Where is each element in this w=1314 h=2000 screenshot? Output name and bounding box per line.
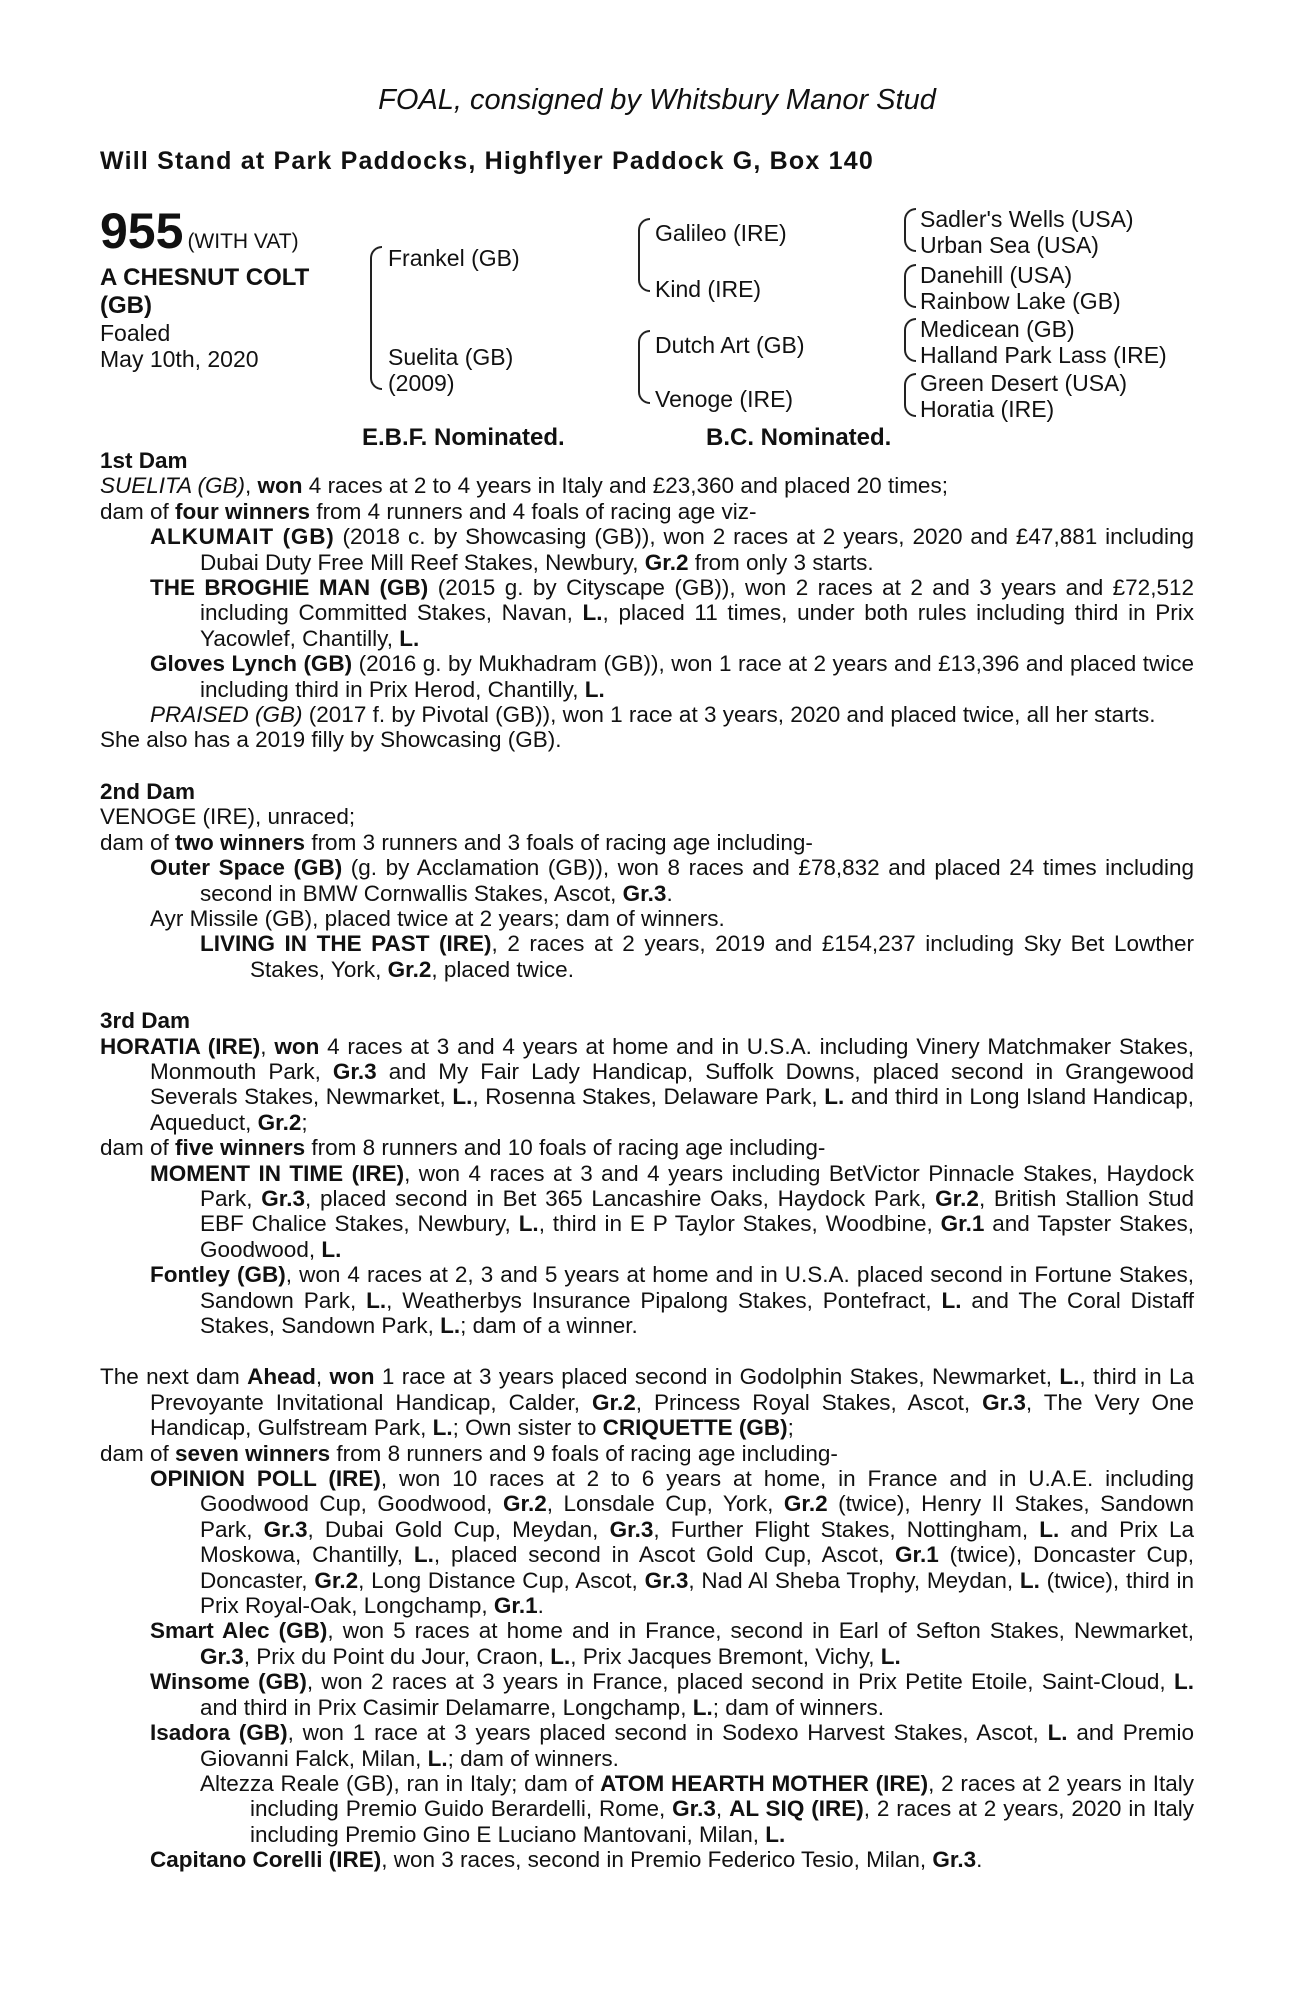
sire-brace [370,246,382,390]
vat-note: (WITH VAT) [187,230,299,253]
dam-dam: Venoge (IRE) [655,386,794,412]
gp-5: Medicean (GB) [920,316,1075,342]
produce-capitano-corelli: Capitano Corelli (IRE), won 3 races, second in Premio Federico Tesio, Milan, Gr.3. [150,1847,983,1873]
produce-outer-space: Outer Space (GB) (g. by Acclamation (GB)), won 8 races and £78,832 and placed 24 times including second in BMW Cornwallis Stakes, Ascot, Gr.3. [150,855,1194,906]
catalogue-body [100,448,1194,1873]
dam-line-brace [638,330,650,404]
dam-year: (2009) [388,370,455,396]
lot-sex: A CHESNUT COLT [100,264,310,291]
produce-fontley: Fontley (GB), won 4 races at 2, 3 and 5 years at home and in U.S.A. placed second in Fortune Stakes, Sandown Park, L., Weatherbys Insurance Pipalong Stakes, Pontefract, L. and The Coral Distaff Stakes, Sandown Park, L.; dam of a winner. [150,1262,1194,1338]
produce-2019-filly: She also has a 2019 filly by Showcasing (GB). [100,727,562,753]
gp-4: Rainbow Lake (GB) [920,288,1121,314]
sire-dam: Kind (IRE) [655,276,762,302]
sire: Frankel (GB) [388,245,520,271]
produce-alkumait: ALKUMAIT (GB) (2018 c. by Showcasing (GB)), won 2 races at 2 years, 2020 and £47,881 including Dubai Duty Free Mill Reef Stakes, Newbury, Gr.2 from only 3 starts. [150,524,1194,575]
gp-7: Green Desert (USA) [920,370,1128,396]
produce-smart-alec: Smart Alec (GB), won 5 races at home and in France, second in Earl of Sefton Stakes, Newmarket, Gr.3, Prix du Point du Jour, Craon, L., Prix Jacques Bremont, Vichy, L. [150,1618,1194,1669]
dam-sire: Dutch Art (GB) [655,332,805,358]
produce-moment-in-time: MOMENT IN TIME (IRE), won 4 races at 3 and 4 years including BetVictor Pinnacle Stakes, Haydock Park, Gr.3, placed second in Bet 365 Lancashire Oaks, Haydock Park, Gr.2, British Stallion Stud EBF Chalice Stakes, Newbury, L., third in E P Taylor Stakes, Woodbine, Gr.1 and Tapster Stakes, Goodwood, L. [150,1160,1194,1262]
second-dam-produce: dam of two winners from 3 runners and 3 foals of racing age including- [100,829,813,855]
third-dam-produce: dam of five winners from 8 runners and 10 foals of racing age including- [100,1135,826,1161]
gp-6: Halland Park Lass (IRE) [920,342,1167,368]
first-dam-intro: SUELITA (GB), won 4 races at 2 to 4 years in Italy and £23,360 and placed 20 times; [100,473,948,499]
foaled-date: May 10th, 2020 [100,346,259,372]
produce-isadora: Isadora (GB), won 1 race at 3 years placed second in Sodexo Harvest Stakes, Ascot, L. and Premio Giovanni Falck, Milan, L.; dam of winners. [150,1720,1194,1771]
ebf-nominated: E.B.F. Nominated. [362,424,565,451]
second-dam-intro: VENOGE (IRE), unraced; [100,804,356,830]
produce-gloves-lynch: Gloves Lynch (GB) (2016 g. by Mukhadram (GB)), won 1 race at 2 years and £13,396 and placed twice including third in Prix Herod, Chantilly, L. [150,651,1194,702]
next-dam-produce: dam of seven winners from 8 runners and 9 foals of racing age including- [100,1440,838,1466]
g-brace-4 [904,373,916,417]
produce-altezza-reale: Altezza Reale (GB), ran in Italy; dam of ATOM HEARTH MOTHER (IRE), 2 races at 2 years in Italy including Premio Guido Berardelli, Rome, Gr.3, AL SIQ (IRE), 2 races at 2 years, 2020 in Italy including Premio Gino E Luciano Mantovani, Milan, L. [200,1770,1194,1847]
gp-8: Horatia (IRE) [920,396,1055,422]
produce-praised: PRAISED (GB) (2017 f. by Pivotal (GB)), won 1 race at 3 years, 2020 and placed twice, all her starts. [150,702,1156,728]
g-brace-1 [904,208,916,252]
first-dam-produce: dam of four winners from 4 runners and 4 foals of racing age viz- [100,498,757,524]
foaled-label: Foaled [100,320,171,346]
third-dam-intro: HORATIA (IRE), won 4 races at 3 and 4 years at home and in U.S.A. including Vinery Matchmaker Stakes, Monmouth Park, Gr.3 and My Fair Lady Handicap, Suffolk Downs, placed second in Grangewood Severals Stakes, Newmarket, L., Rosenna Stakes, Delaware Park, L. and third in Long Island Handicap, Aqueduct, Gr.2; [100,1033,1195,1135]
produce-living-in-the-past: LIVING IN THE PAST (IRE), 2 races at 2 years, 2019 and £154,237 including Sky Bet Lowther Stakes, York, Gr.2, placed twice. [200,931,1194,982]
lot-number-block [100,203,299,259]
produce-ayr-missile: Ayr Missile (GB), placed twice at 2 years; dam of winners. [150,905,725,931]
next-dam-intro: The next dam Ahead, won 1 race at 3 years placed second in Godolphin Stakes, Newmarket, L., third in La Prevoyante Invitational Handicap, Calder, Gr.2, Princess Royal Stakes, Ascot, Gr.3, The Very One Handicap, Gulfstream Park, L.; Own sister to CRIQUETTE (GB); [100,1364,1194,1441]
gp-1: Sadler's Wells (USA) [920,206,1134,232]
foaled-info [100,320,259,372]
gp-2: Urban Sea (USA) [920,232,1099,258]
g-brace-3 [904,318,916,362]
produce-winsome: Winsome (GB), won 2 races at 3 years in France, placed second in Prix Petite Etoile, Saint-Cloud, L. and third in Prix Casimir Delamarre, Longchamp, L.; dam of winners. [150,1669,1194,1720]
lot-number: 955 [100,203,184,259]
g-brace-2 [904,264,916,308]
gp-3: Danehill (USA) [920,262,1073,288]
produce-broghie-man: THE BROGHIE MAN (GB) (2015 g. by Cityscape (GB)), won 2 races at 2 and 3 years and £72,512 including Committed Stakes, Navan, L., placed 11 times, under both rules including third in Prix Yacowlef, Chantilly, L. [150,575,1194,651]
third-dam-heading: 3rd Dam [100,1008,191,1034]
sire-sire: Galileo (IRE) [655,220,787,246]
lot-description [100,264,360,320]
page-title: FOAL, consigned by Whitsbury Manor Stud [378,84,936,116]
lot-country: (GB) [100,292,152,319]
second-dam-heading: 2nd Dam [100,778,196,804]
bc-nominated: B.C. Nominated. [706,424,892,451]
dam: Suelita (GB) [388,344,514,370]
first-dam-heading: 1st Dam [100,448,188,473]
stand-location: Will Stand at Park Paddocks, Highflyer Paddock G, Box 140 [100,147,874,175]
sire-line-brace [638,218,650,292]
produce-opinion-poll: OPINION POLL (IRE), won 10 races at 2 to 6 years at home, in France and in U.A.E. including Goodwood Cup, Goodwood, Gr.2, Lonsdale Cup, York, Gr.2 (twice), Henry II Stakes, Sandown Park, Gr.3, Dubai Gold Cup, Meydan, Gr.3, Further Flight Stakes, Nottingham, L. and Prix La Moskowa, Chantilly, L., placed second in Ascot Gold Cup, Ascot, Gr.1 (twice), Doncaster Cup, Doncaster, Gr.2, Long Distance Cup, Ascot, Gr.3, Nad Al Sheba Trophy, Meydan, L. (twice), third in Prix Royal-Oak, Longchamp, Gr.1. [150,1466,1195,1619]
